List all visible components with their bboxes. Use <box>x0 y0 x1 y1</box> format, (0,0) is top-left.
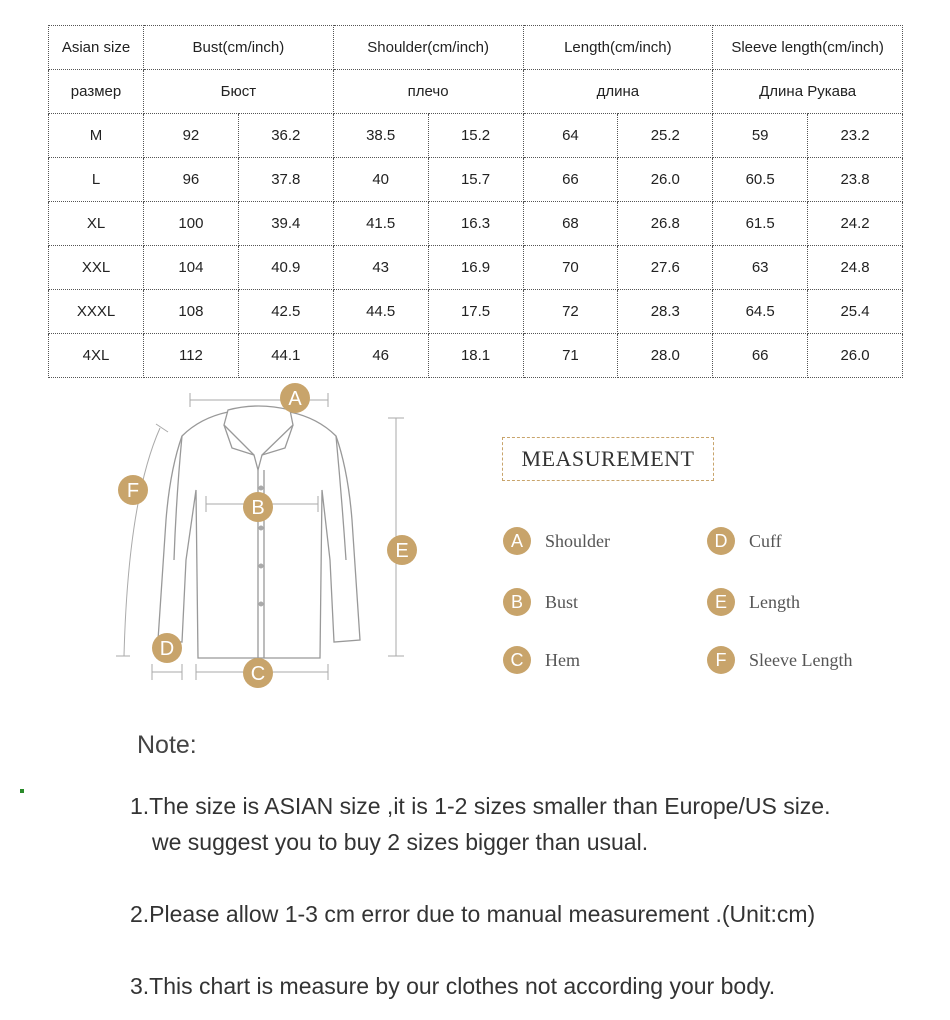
legend-label: Shoulder <box>545 530 610 551</box>
table-cell: M <box>49 114 144 158</box>
legend-item-bust <box>503 588 578 616</box>
legend-label: Sleeve Length <box>749 649 853 670</box>
header-cell: Bust(cm/inch) <box>144 26 334 70</box>
badge-d <box>152 633 182 663</box>
table-cell: 108 <box>144 290 239 334</box>
table-row <box>49 246 903 290</box>
table-row <box>49 334 903 378</box>
badge-b <box>243 492 273 522</box>
table-cell: 43 <box>333 246 428 290</box>
table-cell: XL <box>49 202 144 246</box>
header-cell: Бюст <box>144 70 334 114</box>
table-cell: 36.2 <box>238 114 333 158</box>
legend-letter: E <box>707 588 735 616</box>
table-cell: 40.9 <box>238 246 333 290</box>
legend-label: Cuff <box>749 530 782 551</box>
note-line-3: 3.This chart is measure by our clothes not according your body. <box>130 973 776 999</box>
table-cell: 15.7 <box>428 158 523 202</box>
table-cell: 70 <box>523 246 618 290</box>
table-cell: 28.3 <box>618 290 713 334</box>
table-cell: 25.4 <box>808 290 903 334</box>
table-cell: 23.8 <box>808 158 903 202</box>
badge-e-label: E <box>395 540 409 562</box>
header-cell: Длина Рукава <box>713 70 903 114</box>
shirt-outline <box>158 406 360 658</box>
legend-item-shoulder <box>503 527 610 555</box>
table-cell: 64.5 <box>713 290 808 334</box>
table-cell: 104 <box>144 246 239 290</box>
table-cell: 60.5 <box>713 158 808 202</box>
header-cell: Asian size <box>49 26 144 70</box>
legend-label: Length <box>749 591 800 612</box>
badge-c-label: C <box>250 663 266 685</box>
table-cell: 64 <box>523 114 618 158</box>
badge-b-label: B <box>251 497 265 519</box>
note-line-1b: we suggest you to buy 2 sizes bigger than usual. <box>152 829 649 855</box>
table-cell: 25.2 <box>618 114 713 158</box>
table-cell: 40 <box>333 158 428 202</box>
header-cell: размер <box>49 70 144 114</box>
legend-letter: A <box>503 527 531 555</box>
shirt-diagram <box>110 380 440 700</box>
table-cell: 71 <box>523 334 618 378</box>
legend-item-cuff <box>707 527 782 555</box>
table-cell: 16.9 <box>428 246 523 290</box>
legend-item-length <box>707 588 800 616</box>
legend-letter: F <box>707 646 735 674</box>
table-cell: XXXL <box>49 290 144 334</box>
table-header-row-ru <box>49 70 903 114</box>
table-cell: XXL <box>49 246 144 290</box>
corner-mark <box>20 789 24 793</box>
legend-letter: D <box>707 527 735 555</box>
header-cell: Length(cm/inch) <box>523 26 713 70</box>
badge-a <box>280 383 310 413</box>
measurement-title: MEASUREMENT <box>502 437 714 481</box>
badge-f-label: F <box>126 480 140 502</box>
table-row <box>49 290 903 334</box>
table-cell: 59 <box>713 114 808 158</box>
table-cell: 18.1 <box>428 334 523 378</box>
table-row <box>49 202 903 246</box>
table-cell: 15.2 <box>428 114 523 158</box>
table-cell: 26.8 <box>618 202 713 246</box>
table-row <box>49 114 903 158</box>
table-header-row-en <box>49 26 903 70</box>
table-cell: L <box>49 158 144 202</box>
table-cell: 26.0 <box>808 334 903 378</box>
table-cell: 16.3 <box>428 202 523 246</box>
legend-label: Hem <box>545 649 580 670</box>
size-chart-table <box>48 25 903 378</box>
legend-letter: B <box>503 588 531 616</box>
table-cell: 68 <box>523 202 618 246</box>
table-cell: 41.5 <box>333 202 428 246</box>
table-cell: 28.0 <box>618 334 713 378</box>
badge-f <box>118 475 148 505</box>
header-cell: плечо <box>333 70 523 114</box>
table-cell: 42.5 <box>238 290 333 334</box>
table-cell: 44.1 <box>238 334 333 378</box>
note-line-2: 2.Please allow 1-3 cm error due to manual measurement .(Unit:cm) <box>130 901 816 927</box>
table-cell: 39.4 <box>238 202 333 246</box>
table-cell: 44.5 <box>333 290 428 334</box>
badge-c <box>243 658 273 688</box>
table-cell: 46 <box>333 334 428 378</box>
note-title: Note: <box>137 731 197 759</box>
header-cell: Shoulder(cm/inch) <box>333 26 523 70</box>
legend-item-hem <box>503 646 580 674</box>
table-cell: 72 <box>523 290 618 334</box>
table-cell: 4XL <box>49 334 144 378</box>
table-cell: 26.0 <box>618 158 713 202</box>
table-cell: 17.5 <box>428 290 523 334</box>
legend-label: Bust <box>545 591 579 612</box>
table-cell: 66 <box>713 334 808 378</box>
table-cell: 23.2 <box>808 114 903 158</box>
table-cell: 61.5 <box>713 202 808 246</box>
table-cell: 92 <box>144 114 239 158</box>
badge-e <box>387 535 417 565</box>
table-cell: 100 <box>144 202 239 246</box>
legend-letter: C <box>503 646 531 674</box>
table-cell: 63 <box>713 246 808 290</box>
note-line-1: 1.The size is ASIAN size ,it is 1-2 sizes smaller than Europe/US size. <box>130 793 831 819</box>
table-cell: 24.2 <box>808 202 903 246</box>
table-cell: 112 <box>144 334 239 378</box>
badge-a-label: A <box>288 388 302 410</box>
table-cell: 27.6 <box>618 246 713 290</box>
table-row <box>49 158 903 202</box>
table-cell: 24.8 <box>808 246 903 290</box>
legend-item-sleeve-length <box>707 646 852 674</box>
table-cell: 37.8 <box>238 158 333 202</box>
table-cell: 96 <box>144 158 239 202</box>
header-cell: Sleeve length(cm/inch) <box>713 26 903 70</box>
header-cell: длина <box>523 70 713 114</box>
table-cell: 38.5 <box>333 114 428 158</box>
badge-d-label: D <box>159 638 175 660</box>
table-cell: 66 <box>523 158 618 202</box>
